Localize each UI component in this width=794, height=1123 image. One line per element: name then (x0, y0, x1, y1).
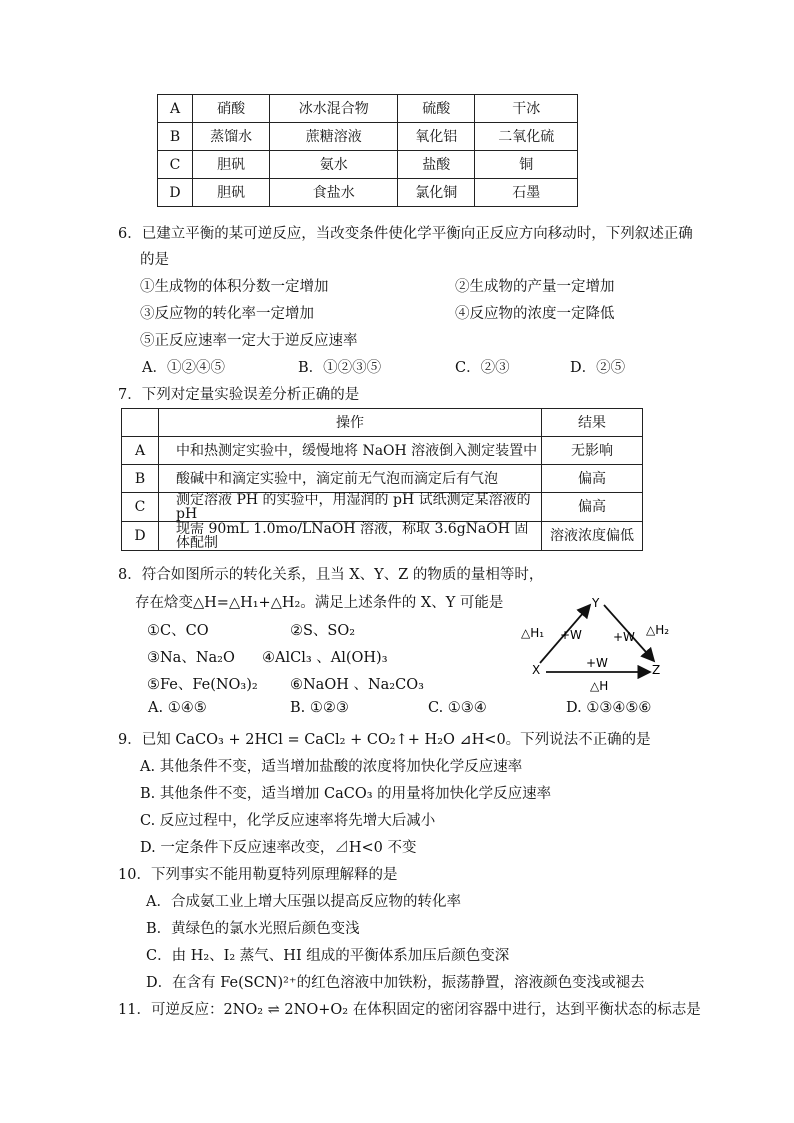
table-cell: 氨水 (270, 151, 398, 179)
table-row (158, 179, 578, 207)
table-row (122, 522, 643, 551)
q7-table (121, 408, 643, 551)
q6-option-a: A．①②④⑤ (142, 360, 225, 376)
q10-option-b: B．黄绿色的氯水光照后颜色变浅 (146, 921, 360, 937)
q6-item: ③反应物的转化率一定增加 (140, 306, 314, 322)
table-header: 结果 (542, 409, 643, 437)
table-header: 操作 (159, 409, 542, 437)
q8-option-a: A. ①④⑤ (148, 700, 207, 716)
q6-stem-line2: 的是 (140, 252, 169, 268)
q8-item: ④AlCl₃ 、Al(OH)₃ (262, 650, 388, 666)
table-cell: 干冰 (475, 95, 578, 123)
q8-item: ③Na、Na₂O (147, 650, 235, 666)
q6-option-c: C．②③ (455, 360, 510, 376)
q10-option-c: C．由 H₂、I₂ 蒸气、HI 组成的平衡体系加压后颜色变深 (146, 948, 510, 964)
q5-table (157, 94, 578, 207)
q8-item: ②S、SO₂ (290, 623, 356, 639)
table-row (122, 437, 643, 465)
table-cell: 食盐水 (270, 179, 398, 207)
q7-stem: 7．下列对定量实验误差分析正确的是 (118, 387, 360, 403)
q6-item: ②生成物的产量一定增加 (455, 279, 615, 295)
table-row (158, 151, 578, 179)
label-x: X (532, 663, 541, 677)
table-cell: A (122, 437, 159, 465)
q6-option-d: D．②⑤ (570, 360, 626, 376)
q6-stem-line1: 6．已建立平衡的某可逆反应，当改变条件使化学平衡向正反应方向移动时，下列叙述正确 (118, 226, 693, 242)
table-cell: D (122, 522, 159, 551)
table-cell: 氧化铝 (398, 123, 475, 151)
q9-option-d: D. 一定条件下反应速率改变，⊿H<0 不变 (140, 840, 417, 856)
table-cell: 胆矾 (193, 151, 270, 179)
label-y: Y (592, 596, 600, 610)
table-row (158, 95, 578, 123)
table-cell: D (158, 179, 193, 207)
q11-stem: 11．可逆反应：2NO₂ ⇌ 2NO+O₂ 在体积固定的密闭容器中进行，达到平衡状态的标志是 (118, 1002, 701, 1018)
table-cell: 蔗糖溶液 (270, 123, 398, 151)
label-dh: △H (590, 679, 609, 693)
q8-stem-line2: 存在焓变△H=△H₁+△H₂。满足上述条件的 X、Y 可能是 (135, 595, 504, 611)
table-cell: A (158, 95, 193, 123)
table-cell: 酸碱中和滴定实验中，滴定前无气泡而滴定后有气泡 (159, 465, 542, 493)
table-cell (122, 409, 159, 437)
table-cell: C (122, 493, 159, 522)
table-cell: 胆矾 (193, 179, 270, 207)
label-z: Z (652, 663, 661, 677)
table-cell: 铜 (475, 151, 578, 179)
table-cell: C (158, 151, 193, 179)
label-dh1: △H₁ (521, 626, 545, 640)
q6-option-b: B．①②③⑤ (298, 360, 382, 376)
table-cell: 中和热测定实验中，缓慢地将 NaOH 溶液倒入测定装置中 (159, 437, 542, 465)
table-cell: 氯化铜 (398, 179, 475, 207)
q9-option-c: C. 反应过程中，化学反应速率将先增大后减小 (140, 813, 436, 829)
table-row (122, 465, 643, 493)
q6-item: ④反应物的浓度一定降低 (455, 306, 615, 322)
table-cell: 偏高 (542, 493, 643, 522)
q10-stem: 10．下列事实不能用勒夏特列原理解释的是 (118, 867, 398, 883)
q8-item: ⑤Fe、Fe(NO₃)₂ (147, 677, 258, 693)
label-w1: +W (560, 628, 582, 642)
table-cell: 测定溶液 PH 的实验中，用湿润的 pH 试纸测定某溶液的 pH (159, 493, 542, 522)
table-cell: 冰水混合物 (270, 95, 398, 123)
q8-item: ①C、CO (147, 623, 209, 639)
q10-option-a: A．合成氨工业上增大压强以提高反应物的转化率 (146, 894, 461, 910)
table-cell: 蒸馏水 (193, 123, 270, 151)
q9-stem: 9．已知 CaCO₃ + 2HCl = CaCl₂ + CO₂↑+ H₂O ⊿H<0。下列说法不正确的是 (118, 732, 651, 748)
q8-triangle-diagram (520, 593, 690, 693)
q8-option-d: D. ①③④⑤⑥ (566, 700, 652, 716)
table-row (122, 493, 643, 522)
table-row (122, 409, 643, 437)
label-w3: +W (586, 656, 608, 670)
table-cell: 硫酸 (398, 95, 475, 123)
q10-option-d: D．在含有 Fe(SCN)²⁺的红色溶液中加铁粉，振荡静置，溶液颜色变浅或褪去 (146, 975, 645, 991)
label-dh2: △H₂ (646, 623, 670, 637)
table-cell: B (158, 123, 193, 151)
table-cell: B (122, 465, 159, 493)
table-cell: 二氧化硫 (475, 123, 578, 151)
table-cell: 石墨 (475, 179, 578, 207)
table-cell: 现需 90mL 1.0mo/LNaOH 溶液，称取 3.6gNaOH 固体配制 (159, 522, 542, 551)
table-cell: 无影响 (542, 437, 643, 465)
table-row (158, 123, 578, 151)
table-cell: 硝酸 (193, 95, 270, 123)
table-cell: 溶液浓度偏低 (542, 522, 643, 551)
q8-option-c: C. ①③④ (428, 700, 487, 716)
label-w2: +W (613, 630, 635, 644)
table-cell: 盐酸 (398, 151, 475, 179)
q9-option-b: B. 其他条件不变，适当增加 CaCO₃ 的用量将加快化学反应速率 (140, 786, 552, 802)
table-cell: 偏高 (542, 465, 643, 493)
q9-option-a: A. 其他条件不变，适当增加盐酸的浓度将加快化学反应速率 (140, 759, 523, 775)
q8-stem-line1: 8．符合如图所示的转化关系，且当 X、Y、Z 的物质的量相等时， (118, 567, 544, 583)
q8-option-b: B. ①②③ (290, 700, 349, 716)
q6-item: ①生成物的体积分数一定增加 (140, 279, 329, 295)
q8-item: ⑥NaOH 、Na₂CO₃ (290, 677, 424, 693)
q6-item: ⑤正反应速率一定大于逆反应速率 (140, 333, 358, 349)
